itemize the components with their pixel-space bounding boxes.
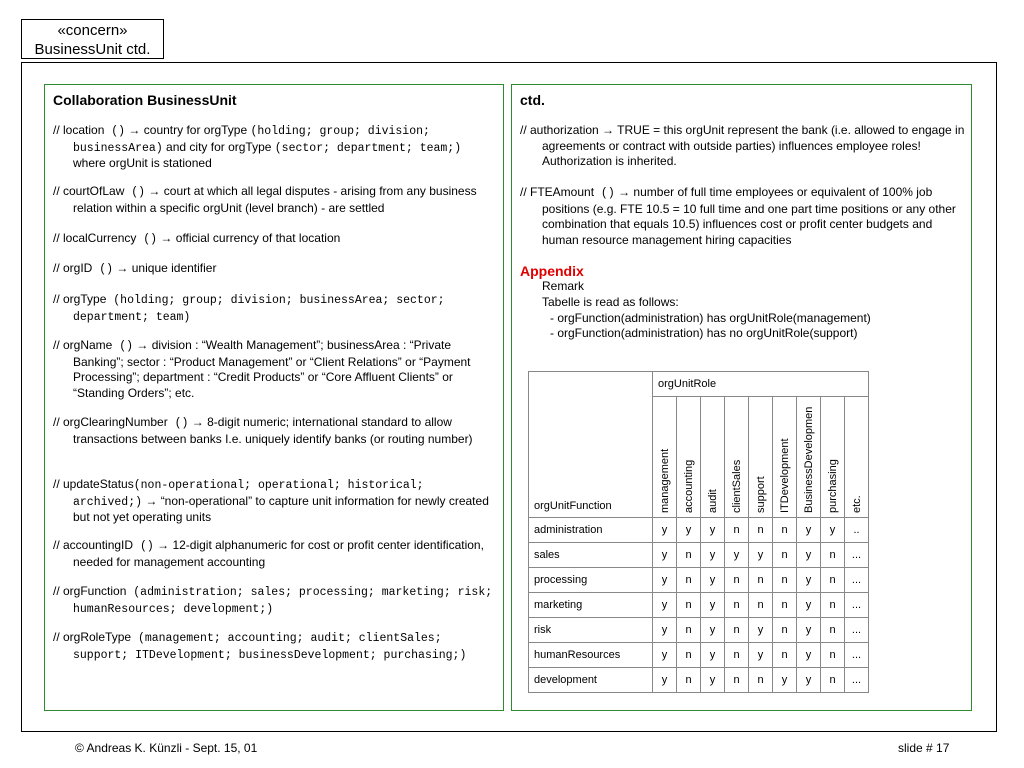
table-cell: n [677, 543, 701, 568]
role-column-header [725, 397, 749, 518]
entry-arrow: → [188, 415, 208, 429]
entry-paren: () [124, 186, 146, 199]
table-cell: n [725, 668, 749, 693]
table-cell: y [677, 518, 701, 543]
table-cell: y [653, 543, 677, 568]
left-entry [53, 261, 493, 278]
entry-name: // accountingID [53, 538, 134, 552]
entry-code2: (sector; department; team;) [274, 141, 462, 155]
entry-arrow: → [133, 338, 152, 352]
entry-name: // orgID [53, 261, 93, 275]
table-row [529, 518, 869, 543]
entry-text1: official currency of that location [175, 231, 341, 245]
role-name: audit [706, 489, 719, 513]
table-cell: y [701, 593, 725, 618]
function-name: administration [529, 518, 653, 543]
entry-text1: 12-digit alphanumeric for cost or profit center identification, needed for management accounting [73, 538, 484, 569]
table-cell: n [677, 668, 701, 693]
slide-title-box [21, 19, 164, 59]
table-cell: y [653, 518, 677, 543]
entry-arrow: → [125, 123, 144, 137]
table-cell: y [749, 618, 773, 643]
entry-name: // orgRoleType [53, 630, 132, 644]
table-cell: y [797, 568, 821, 593]
table-cell: n [725, 593, 749, 618]
left-entry [53, 338, 493, 401]
entry-text1: country for orgType [143, 123, 251, 137]
table-cell: y [653, 643, 677, 668]
table-cell: y [653, 618, 677, 643]
table-cell: y [653, 593, 677, 618]
slide-title: BusinessUnit ctd. [34, 41, 151, 58]
table-cell: n [773, 643, 797, 668]
table-cell: n [677, 618, 701, 643]
entry-name: // location [53, 123, 105, 137]
role-name: BusinessDevelopmen [802, 406, 815, 513]
right-heading: ctd. [520, 92, 545, 108]
role-name: support [754, 476, 767, 513]
table-cell: y [749, 543, 773, 568]
function-name: development [529, 668, 653, 693]
left-entry [53, 123, 493, 172]
role-column-header [773, 397, 797, 518]
entry-arrow: → [113, 261, 132, 275]
role-name: ITDevelopment [778, 438, 791, 513]
table-cell: ... [845, 618, 869, 643]
table-cell: ... [845, 643, 869, 668]
table-cell: n [749, 668, 773, 693]
example-line-1: - orgFunction(administration) has orgUnitRole(management) [550, 311, 871, 325]
left-entry [53, 630, 493, 663]
entry-paren: () [92, 263, 114, 276]
table-row [529, 618, 869, 643]
table-cell: n [677, 593, 701, 618]
table-cell: n [821, 543, 845, 568]
example-line-2: - orgFunction(administration) has no orgUnitRole(support) [550, 326, 858, 340]
table-cell: ... [845, 568, 869, 593]
entry-paren: () [112, 340, 134, 353]
entry-code1: (management; accounting; audit; clientSales; support; ITDevelopment; businessDevelopment; purchasing;) [73, 632, 467, 662]
entry-name: // updateStatus [53, 477, 134, 491]
table-cell: y [821, 518, 845, 543]
table-cell: n [749, 568, 773, 593]
entry-name: // orgName [53, 338, 113, 352]
entry-text1: unique identifier [131, 261, 217, 275]
entry-code1: (holding; group; division; businessArea) [73, 125, 430, 155]
table-cell: n [677, 568, 701, 593]
table-cell: n [725, 643, 749, 668]
table-cell: n [821, 568, 845, 593]
entry-name: // orgClearingNumber [53, 415, 168, 429]
entry-arrow: → [142, 493, 161, 508]
table-cell: n [677, 643, 701, 668]
table-cell: y [653, 568, 677, 593]
entry-paren: () [104, 125, 126, 138]
table-cell: n [749, 518, 773, 543]
stereotype-label: «concern» [57, 22, 128, 39]
table-cell: y [725, 543, 749, 568]
tabelle-text: Tabelle is read as follows: [542, 295, 679, 309]
footer-copyright: © Andreas K. Künzli - Sept. 15, 01 [75, 741, 258, 755]
left-entry [53, 584, 493, 617]
role-name: purchasing [826, 459, 839, 513]
table-cell: n [821, 668, 845, 693]
table-cell: n [725, 568, 749, 593]
entry-text2: and city for orgType [162, 139, 275, 154]
table-cell: y [797, 593, 821, 618]
role-column-header [677, 397, 701, 518]
role-column-header [749, 397, 773, 518]
table-cell: y [797, 618, 821, 643]
table-row [529, 668, 869, 693]
footer-slide-number: slide # 17 [898, 741, 950, 755]
table-cell: n [773, 543, 797, 568]
entry-text1: 8-digit numeric; international standard to allow transactions between banks I.e. uniquely identify banks (or routing number) [73, 415, 473, 446]
entry-text1: court at which all legal disputes - arising from any business relation within a specific orgUnit (level branch) - are settled [73, 184, 477, 215]
table-cell: y [701, 518, 725, 543]
table-cell: y [701, 568, 725, 593]
table-cell: n [821, 643, 845, 668]
table-row [529, 568, 869, 593]
fte-entry: // FTEAmount () → number of full time employees or equivalent of 100% job positions (e.g. FTE 10.5 = 10 full time and one part time positions or any other combination that equals 10.5) influences cost or profit center budgets and human resource management hiring capacities [520, 185, 956, 247]
role-function-table [528, 371, 869, 693]
entry-code1: (administration; sales; processing; marketing; risk; humanResources; development;) [73, 586, 493, 616]
authorization-entry: // authorization → TRUE = this orgUnit represent the bank (i.e. allowed to engage in agreements or contract with outside parties) influences employee roles! Authorization is inherited. [520, 123, 965, 168]
table-cell: ... [845, 543, 869, 568]
table-cell: y [797, 518, 821, 543]
function-name: marketing [529, 593, 653, 618]
left-entry [53, 538, 493, 570]
table-cell: n [773, 593, 797, 618]
table-cell: n [773, 518, 797, 543]
entry-text1: division : “Wealth Management”; businessArea : “Private Banking”; sector : “Product Management” or “Client Relations” or “Payment Processing”; department : “Credit Products” or “Core Affluent Clients” or “Standing Orders”; etc. [73, 338, 471, 400]
left-entry [53, 231, 493, 248]
function-name: processing [529, 568, 653, 593]
entry-name: // orgType [53, 292, 107, 306]
table-cell: n [749, 593, 773, 618]
table-cell: y [701, 643, 725, 668]
table-cell: y [797, 543, 821, 568]
table-cell: n [773, 618, 797, 643]
table-cell: y [701, 543, 725, 568]
table-cell: n [773, 568, 797, 593]
table-cell: y [701, 618, 725, 643]
entry-arrow: → [153, 538, 173, 552]
table-cell: ... [845, 668, 869, 693]
role-column-header [797, 397, 821, 518]
role-name: clientSales [730, 459, 743, 513]
remark-text: Remark [542, 279, 585, 293]
entry-arrow: → [145, 184, 164, 198]
table-cell: n [725, 618, 749, 643]
entry-code1: (non-operational; operational; historical; archived;) [73, 479, 424, 509]
table-cell: y [773, 668, 797, 693]
entry-text3: where orgUnit is stationed [73, 156, 212, 170]
table-cell: y [797, 668, 821, 693]
role-column-header [701, 397, 725, 518]
table-cell: n [725, 518, 749, 543]
entry-paren: () [133, 540, 154, 553]
function-name: humanResources [529, 643, 653, 668]
table-cell: n [821, 618, 845, 643]
table-cell: y [797, 643, 821, 668]
entry-name: // courtOfLaw [53, 184, 125, 198]
appendix-heading: Appendix [520, 263, 584, 279]
left-entry [53, 415, 493, 447]
role-column-header [845, 397, 869, 518]
role-column-header [821, 397, 845, 518]
entry-text1: “non-operational” to capture unit information for newly created but not yet operating units [73, 493, 489, 524]
function-name: risk [529, 618, 653, 643]
entry-name: // orgFunction [53, 584, 127, 598]
entry-arrow: → [157, 231, 176, 245]
function-name: sales [529, 543, 653, 568]
left-entry [53, 477, 493, 526]
table-row [529, 543, 869, 568]
left-entry [53, 292, 493, 325]
table-cell: .. [845, 518, 869, 543]
entry-paren: () [167, 417, 189, 430]
table-cell: y [653, 668, 677, 693]
role-name: management [658, 448, 671, 513]
table-cell: y [749, 643, 773, 668]
table-cell: n [821, 593, 845, 618]
left-heading: Collaboration BusinessUnit [53, 92, 237, 108]
table-row [529, 593, 869, 618]
role-header: orgUnitRole [653, 372, 869, 397]
role-name: etc. [850, 495, 863, 513]
role-column-header [653, 397, 677, 518]
table-cell: y [701, 668, 725, 693]
left-entry [53, 184, 493, 216]
corner-header: orgUnitFunction [529, 372, 653, 518]
table-row [529, 643, 869, 668]
table-cell: ... [845, 593, 869, 618]
entry-code1: (holding; group; division; businessArea; sector; department; team) [73, 294, 445, 324]
role-name: accounting [682, 459, 695, 513]
entry-name: // localCurrency [53, 231, 137, 245]
entry-paren: () [136, 233, 158, 246]
